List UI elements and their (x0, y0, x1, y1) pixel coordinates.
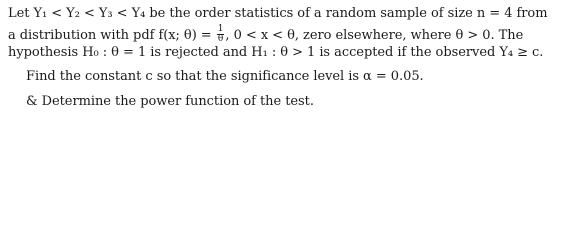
problem-line-3: hypothesis H₀ : θ = 1 is rejected and H₁ : θ > 1 is accepted if the observed Y₄ ≥ c. (8, 45, 544, 60)
pdf-text-after: , 0 < x < θ, zero elsewhere, where θ > 0. The (225, 28, 524, 43)
pdf-fraction (217, 25, 225, 44)
task-power-function: & Determine the power function of the test. (26, 94, 314, 109)
problem-line-2 (8, 26, 523, 45)
fraction-numerator: 1 (217, 24, 224, 34)
fraction-denominator: θ (217, 34, 224, 44)
pdf-text-before: a distribution with pdf f(x; θ) = (8, 28, 216, 43)
task-find-constant: Find the constant c so that the significance level is α = 0.05. (26, 69, 424, 84)
problem-line-1: Let Y₁ < Y₂ < Y₃ < Y₄ be the order statistics of a random sample of size n = 4 from (8, 6, 548, 21)
